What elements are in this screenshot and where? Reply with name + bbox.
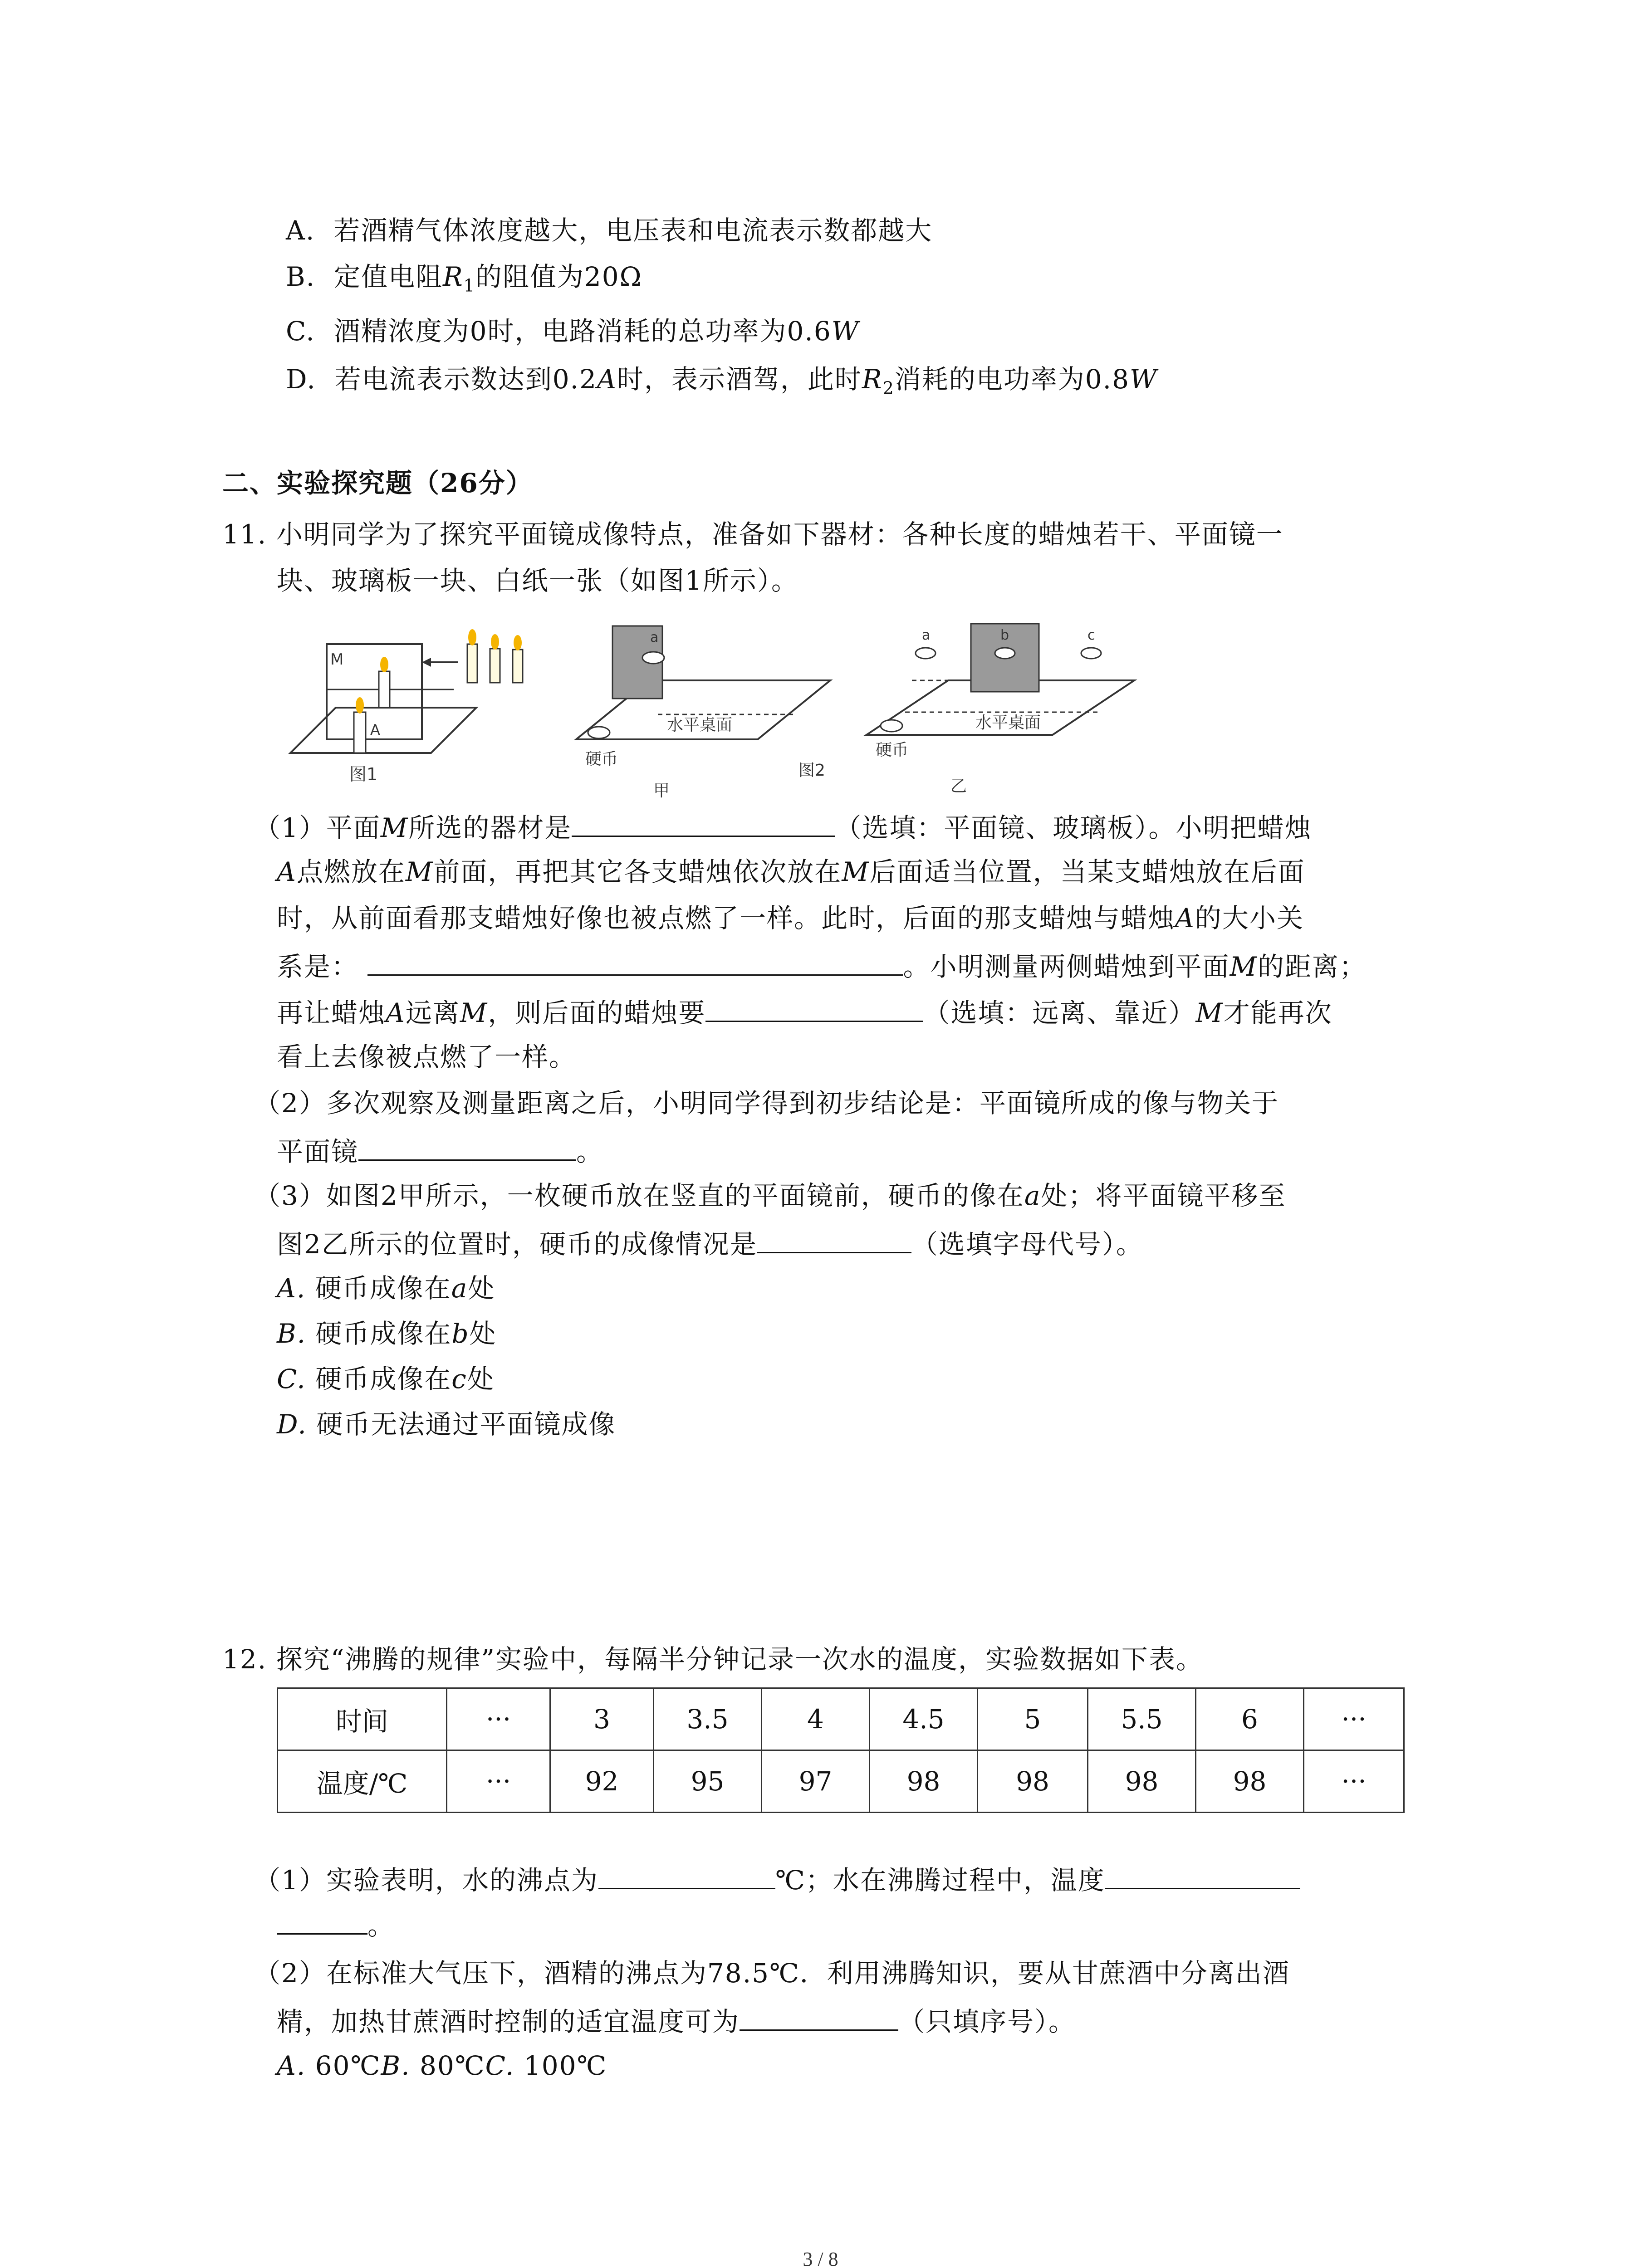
q12-stem: 12. 探究“沸腾的规律”实验中，每隔半分钟记录一次水的温度，实验数据如下表。: [222, 1644, 1203, 1675]
candle-image-shape: [379, 671, 390, 708]
q11-part1-line4: 系是： 。小明测量两侧蜡烛到平面M的距离；: [277, 946, 1367, 985]
table-row: [278, 1688, 1404, 1750]
jia-desk-label: 水平桌面: [667, 716, 733, 734]
table-cell: ···: [447, 1688, 550, 1750]
q11-stem-line2: 块、玻璃板一块、白纸一张（如图1所示）。: [277, 565, 798, 596]
q11-part1-line6: 看上去像被点燃了一样。: [277, 1041, 577, 1072]
candle-image-flame: [380, 657, 388, 672]
coin-shape-yi: [881, 720, 902, 732]
q11-part3-line2: 图2乙所示的位置时，硬币的成像情况是 （选填字母代号）。: [277, 1224, 1143, 1262]
figure-2-yi: [862, 617, 1152, 803]
table-cell: ···: [1304, 1688, 1404, 1750]
answer-blank-8[interactable]: [740, 2001, 898, 2031]
candle-a-shape: [354, 712, 366, 753]
coin-pos-a: [916, 648, 936, 659]
table-cell: 时间: [278, 1688, 447, 1750]
paper-plane-shape: [290, 708, 476, 753]
table-cell: 4.5: [870, 1688, 978, 1750]
jia-caption: 甲: [653, 782, 670, 800]
jia-coin-label: 硬币: [585, 750, 618, 768]
yi-coin-label: 硬币: [876, 741, 909, 759]
table-cell: 92: [550, 1750, 654, 1813]
q11-option-b: B. 硬币成像在b处: [277, 1318, 497, 1349]
table-cell: 5.5: [1088, 1688, 1196, 1750]
figure-2-jia: [567, 617, 853, 803]
q11-part2-line1: （2）多次观察及测量距离之后，小明同学得到初步结论是：平面镜所成的像与物关于: [254, 1088, 1279, 1119]
table-cell: 3.5: [654, 1688, 762, 1750]
q11-stem-line1: 11. 小明同学为了探究平面镜成像特点，准备如下器材：各种长度的蜡烛若干、平面镜一: [222, 519, 1283, 550]
table-cell: ···: [1304, 1750, 1404, 1813]
q11-part1-line1: （1）平面M所选的器材是 （选填：平面镜、玻璃板）。小明把蜡烛: [254, 807, 1312, 846]
q11-option-a: A. 硬币成像在a处: [277, 1273, 495, 1304]
fig1-label-m: M: [330, 650, 344, 669]
q12-options: A. 60℃B. 80℃C. 100℃: [277, 2050, 607, 2081]
table-row: [278, 1750, 1404, 1813]
table-cell: 5: [978, 1688, 1088, 1750]
q12-part1-line1: （1）实验表明，水的沸点为 ℃；水在沸腾过程中，温度: [254, 1860, 1300, 1898]
yi-label-b: b: [1000, 627, 1009, 643]
fig1-caption: 图1: [349, 764, 378, 784]
answer-blank-4[interactable]: [358, 1131, 576, 1161]
fig2-caption: 图2: [798, 761, 825, 780]
section-title: 二、实验探究题（26分）: [222, 468, 533, 499]
yi-caption: 乙: [950, 777, 967, 796]
coin-pos-c: [1081, 648, 1101, 659]
q12-part1-line2: 。: [277, 1905, 395, 1944]
table-cell: 98: [1196, 1750, 1304, 1813]
answer-blank-3[interactable]: [705, 992, 923, 1022]
yi-label-a: a: [922, 627, 931, 643]
coin-pos-b: [995, 648, 1015, 659]
q11-part1-line3: 时，从前面看那支蜡烛好像也被点燃了一样。此时，后面的那支蜡烛与蜡烛A的大小关: [277, 903, 1304, 934]
coin-image-shape: [642, 652, 664, 664]
q10-option-c: C. 酒精浓度为0时，电路消耗的总功率为0.6W: [286, 316, 860, 347]
table-cell: 98: [1088, 1750, 1196, 1813]
table-cell: 温度/℃: [278, 1750, 447, 1813]
page-number: 3 / 8: [803, 2248, 838, 2268]
figure-1: [281, 621, 572, 794]
table-cell: 95: [654, 1750, 762, 1813]
q10-option-b: B. 定值电阻$R_1$的阻值为20Ω: [286, 261, 642, 296]
q11-part1-line5: 再让蜡烛A远离M，则后面的蜡烛要 （选填：远离、靠近）M才能再次: [277, 992, 1332, 1031]
answer-blank-5[interactable]: [757, 1224, 911, 1253]
answer-blank-1[interactable]: [572, 807, 835, 837]
q11-part3-line1: （3）如图2甲所示，一枚硬币放在竖直的平面镜前，硬币的像在a处；将平面镜平移至: [254, 1180, 1286, 1211]
answer-blank-6[interactable]: [598, 1860, 775, 1889]
q11-part2-line2: 平面镜 。: [277, 1131, 603, 1170]
table-cell: 97: [762, 1750, 870, 1813]
answer-blank-2[interactable]: [367, 946, 903, 976]
arrow-head: [422, 658, 431, 667]
q11-option-c: C. 硬币成像在c处: [277, 1364, 495, 1394]
table-cell: 98: [978, 1750, 1088, 1813]
candle-a-flame: [356, 697, 364, 714]
q11-option-d: D. 硬币无法通过平面镜成像: [277, 1409, 616, 1440]
yi-label-c: c: [1087, 627, 1095, 643]
table-cell: 3: [550, 1688, 654, 1750]
table-cell: 4: [762, 1688, 870, 1750]
q10-option-a: A. 若酒精气体浓度越大，电压表和电流表示数都越大: [286, 215, 933, 246]
table-cell: ···: [447, 1750, 550, 1813]
data-table: [277, 1687, 1405, 1813]
answer-blank-7[interactable]: [1105, 1860, 1300, 1889]
q10-option-d: D. 若电流表示数达到0.2A时，表示酒驾，此时$R_2$消耗的电功率为0.8W: [286, 364, 1158, 398]
answer-blank-7-cont[interactable]: [277, 1905, 367, 1935]
coin-shape: [588, 727, 610, 738]
jia-label-a: a: [650, 630, 659, 645]
table-cell: 98: [870, 1750, 978, 1813]
table-cell: 6: [1196, 1688, 1304, 1750]
q12-part2-line2: 精，加热甘蔗酒时控制的适宜温度可为 （只填序号）。: [277, 2001, 1076, 2040]
q12-part2-line1: （2）在标准大气压下，酒精的沸点为78.5℃．利用沸腾知识，要从甘蔗酒中分离出酒: [254, 1958, 1290, 1989]
fig1-label-a: A: [370, 721, 380, 738]
spare-candles: [467, 629, 523, 683]
q11-part1-line2: A点燃放在M前面，再把其它各支蜡烛依次放在M后面适当位置，当某支蜡烛放在后面: [277, 856, 1305, 887]
yi-desk-label: 水平桌面: [975, 714, 1041, 732]
